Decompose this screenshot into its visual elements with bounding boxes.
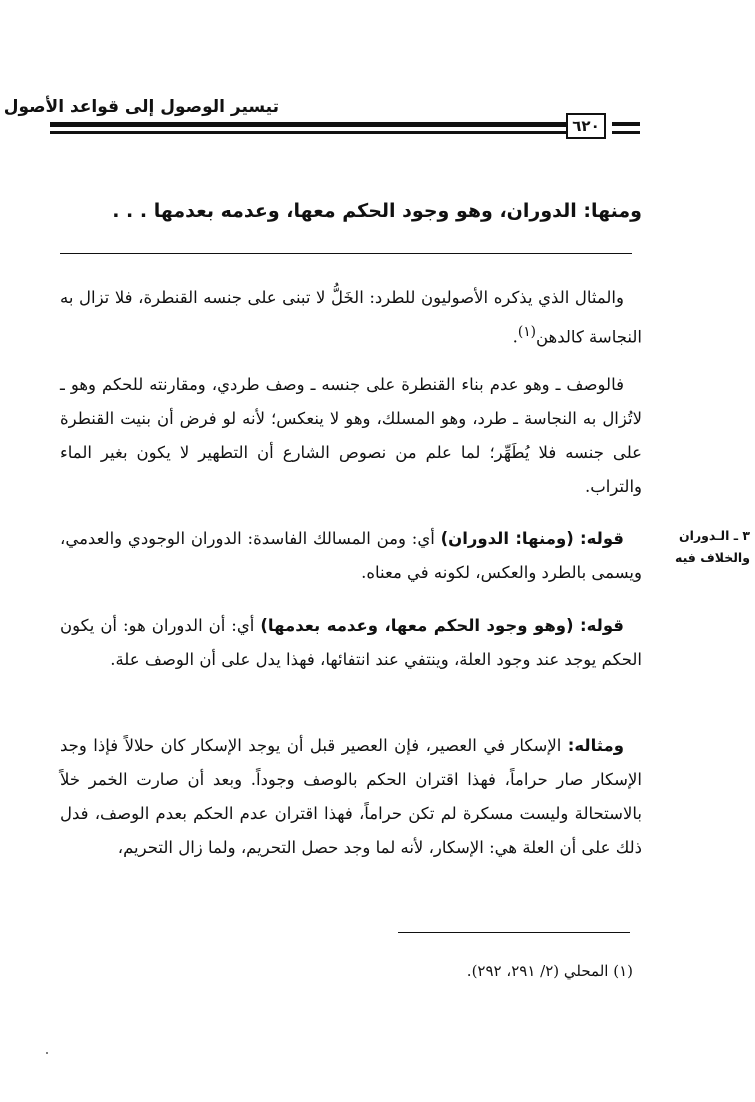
paragraph xyxy=(60,522,642,590)
running-header-title: تيسير الوصول إلى قواعد الأصول xyxy=(3,97,279,117)
matn-divider xyxy=(60,253,632,254)
page-number: ٦٢٠ xyxy=(566,113,606,139)
margin-note xyxy=(630,525,750,569)
paragraph-text: أي: ومن المسالك الفاسدة: الدوران الوجودي والعدمي، ويسمى بالطرد والعكس، لكونه في معناه. xyxy=(60,529,642,582)
footnote-divider xyxy=(398,932,630,933)
paragraph-text: أي: أن الدوران هو: أن يكون الحكم يوجد عند وجود العلة، وينتفي عند انتفائها، فهذا يدل على أن الوصف علة. xyxy=(60,616,642,669)
footnote: (١) المحلي (٢/ ٢٩١، ٢٩٢). xyxy=(466,962,633,980)
header-rule xyxy=(612,122,640,126)
paragraph xyxy=(60,368,642,504)
footnote-ref: (١) xyxy=(517,324,536,340)
paragraph xyxy=(60,609,642,677)
header-rule xyxy=(50,131,570,134)
paragraph xyxy=(60,281,642,355)
margin-note-line: والخلاف فيه xyxy=(675,550,750,565)
paragraph-end: . xyxy=(512,327,518,347)
paragraph-text: الإسكار في العصير، فإن العصير قبل أن يوجد الإسكار كان حلالاً فإذا وجد الإسكار صار حراماً، فهذا اقتران الحكم بالوصف وجوداً. وبعد أن صارت الخمر خلاً بالاستحالة وليست مسكرة لم تكن حراماً، فهذا اقتران عدم الحكم بعدم الوصف، فدل ذلك على أن العلة هي: الإسكار، لأنه لما وجد حصل التحريم، ولما زال التحريم، xyxy=(60,736,642,857)
margin-note-line: ٣ ـ الـدوران xyxy=(678,528,750,543)
paragraph-text: فالوصف ـ وهو عدم بناء القنطرة على جنسه ـ وصف طردي، ومقارنته للحكم وهو ـ لاتُزال به النجاسة ـ طرد، وهو المسلك، وهو لا ينعكس؛ لأنه لو فرض أن بنيت القنطرة على جنسه فلا يُطَهِّر؛ لما علم من نصوص الشارع أن التطهير لا يكون بغير الماء والتراب. xyxy=(60,375,642,496)
header-rule xyxy=(50,122,570,127)
speck xyxy=(46,1052,48,1054)
paragraph xyxy=(60,729,642,865)
commentary-lead: قوله: (وهو وجود الحكم معها، وعدمه بعدمها) xyxy=(260,616,624,635)
commentary-lead: قوله: (ومنها: الدوران) xyxy=(440,529,624,548)
header-rule xyxy=(612,131,640,134)
matn-heading: ومنها: الدوران، وهو وجود الحكم معها، وعدمه بعدمها . . . xyxy=(112,200,642,222)
commentary-lead: ومثاله: xyxy=(567,736,624,755)
paragraph-text: والمثال الذي يذكره الأصوليون للطرد: الخَلُّ لا تبنى على جنسه القنطرة، فلا تزال به النجاسة كالدهن xyxy=(60,288,642,347)
